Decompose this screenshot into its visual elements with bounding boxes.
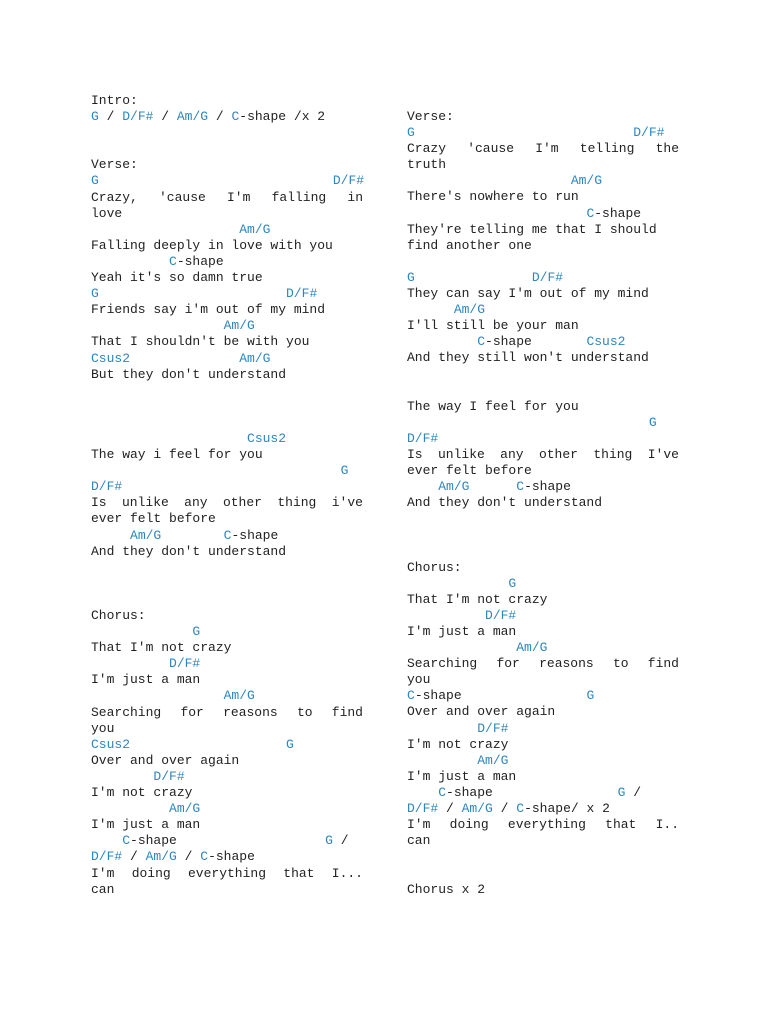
chord-line [407, 206, 679, 222]
chord-symbol: Csus2 [91, 350, 131, 366]
chord-symbol: G [508, 575, 517, 591]
lyric-line: Yeah it's so damn true [91, 270, 263, 286]
lyric-line: Over and over again [91, 752, 240, 768]
chord-separator [407, 640, 516, 655]
blank-line [407, 544, 679, 560]
chord-line [407, 302, 679, 318]
lyric-line: That I'm not crazy [91, 640, 232, 656]
chord-symbol: G [91, 173, 99, 189]
lyric-line: you [91, 720, 115, 736]
chord-line [91, 463, 363, 479]
chord-symbol: D/F# [169, 656, 201, 672]
chord-symbol: Am/G [477, 752, 509, 768]
chord-separator: / [492, 801, 517, 817]
chord-line [407, 801, 679, 817]
chord-symbol: Am/G [239, 221, 271, 237]
chord-separator [407, 206, 586, 221]
chord-separator [407, 721, 477, 736]
chord-symbol: C [223, 527, 232, 543]
chord-symbol: G [91, 286, 99, 302]
chord-symbol: G [407, 125, 415, 141]
lyric-word: everything [187, 865, 266, 881]
chord-symbol: C [407, 688, 415, 704]
chord-separator: / [625, 784, 642, 800]
lyric-word: I'm [535, 141, 559, 157]
chord-separator [407, 479, 438, 494]
chord-symbol: Am/G [453, 302, 486, 318]
lyric-word: Crazy, [91, 189, 138, 205]
lyric-word: that [283, 865, 315, 881]
chord-separator [407, 415, 649, 430]
lyric-word: 'cause [159, 189, 206, 205]
chord-symbol: D/F# [91, 849, 123, 865]
lyric-line: you [407, 672, 431, 688]
chord-separator [91, 431, 247, 446]
chord-separator [91, 801, 169, 816]
chord-separator: / [332, 833, 349, 849]
chord-symbol: G [617, 784, 626, 800]
chord-symbol: Csus2 [247, 430, 287, 446]
chord-symbol: C [516, 801, 525, 817]
chord-symbol: C [516, 479, 525, 495]
chord-separator: / [208, 109, 232, 125]
lyric-word: for [180, 704, 204, 720]
chord-line [91, 849, 363, 865]
chord-symbol: D/F# [286, 286, 318, 302]
chord-separator [91, 254, 169, 269]
lyric-word: I.. [655, 817, 679, 833]
blank-line [91, 141, 363, 157]
lyric-line: truth [407, 157, 447, 173]
lyric-word: other [538, 446, 578, 462]
lyric-line: ever felt before [91, 511, 216, 527]
lyric-word: any [500, 446, 524, 462]
lyric-line: can [407, 833, 431, 849]
lyric-word: doing [131, 865, 171, 881]
chord-symbol: Am/G [223, 318, 255, 334]
lyric-word: other [222, 495, 262, 511]
blank-line [407, 511, 679, 527]
chord-separator: -shape [524, 479, 571, 495]
chord-separator [91, 688, 224, 703]
chord-symbol: D/F# [407, 430, 439, 446]
lyric-word: the [655, 141, 679, 157]
chord-separator [407, 173, 571, 188]
chord-separator: -shape [208, 849, 255, 865]
lyric-line: I'm just a man [407, 768, 517, 784]
chord-separator: / [153, 109, 177, 125]
chord-line [407, 640, 679, 656]
lyric-line: Chorus: [91, 608, 146, 623]
lyric-word: I'm [227, 189, 251, 205]
chord-separator [91, 528, 130, 543]
lyric-word: reasons [223, 704, 278, 720]
blank-line [407, 383, 679, 399]
chord-line [91, 688, 363, 704]
blank-line [407, 849, 679, 865]
lyric-line: Chorus: [407, 559, 462, 575]
chord-separator: -shape [176, 253, 224, 269]
chord-line [407, 576, 679, 592]
chord-separator: -shape [485, 334, 587, 350]
chord-separator [407, 334, 477, 349]
chord-separator: / [98, 109, 123, 125]
chord-separator [407, 785, 438, 800]
lyric-line: Over and over again [407, 704, 556, 720]
blank-line [407, 254, 679, 270]
chord-separator [130, 351, 239, 366]
chord-symbol: D/F# [332, 173, 365, 189]
lyric-word: Is [91, 495, 107, 511]
lyric-word: for [496, 656, 520, 672]
chord-separator: -shape [594, 205, 642, 221]
lyric-line: And they don't understand [407, 495, 603, 511]
chord-symbol: G [325, 833, 333, 849]
chord-symbol: D/F# [633, 125, 665, 141]
chord-separator [407, 302, 454, 317]
chord-line [91, 431, 363, 447]
chord-line [91, 318, 363, 334]
lyric-line: I'll still be your man [407, 318, 579, 334]
chord-symbol: Am/G [223, 688, 255, 704]
lyric-line: I'm not crazy [91, 785, 193, 801]
lyric-line: love [91, 205, 123, 221]
chord-symbol: G [407, 269, 415, 285]
chord-separator: -shape/ x 2 [524, 801, 610, 817]
lyric-line: I'm not crazy [407, 736, 509, 752]
lyric-word: falling [271, 189, 327, 205]
lyric-word: to [612, 656, 629, 672]
chord-separator: / [176, 849, 201, 865]
chord-symbol: C [169, 253, 177, 269]
chord-line [91, 254, 363, 270]
chord-separator [161, 528, 223, 543]
lyric-word: Searching [91, 704, 162, 720]
chord-line [91, 222, 363, 238]
lyric-line: And they don't understand [91, 543, 287, 559]
chord-symbol: G [192, 624, 201, 640]
chord-separator [415, 125, 633, 140]
chord-separator [407, 608, 485, 623]
lyric-word: that [605, 817, 637, 833]
chord-symbol: Am/G [516, 640, 548, 656]
justified-lyric-line [91, 866, 363, 882]
lyric-line: I'm just a man [407, 624, 517, 639]
chord-separator [99, 173, 333, 188]
chord-separator [91, 318, 224, 333]
chord-symbol: Am/G [169, 801, 201, 817]
lyric-line: That I shouldn't be with you [91, 334, 310, 350]
chord-separator [407, 753, 477, 768]
chord-separator [469, 479, 516, 494]
lyric-line: find another one [407, 237, 532, 253]
lyric-word: in [347, 189, 363, 205]
chord-separator [415, 270, 532, 285]
blank-line [91, 560, 363, 576]
justified-lyric-line [91, 495, 363, 511]
chord-separator [91, 624, 192, 639]
chord-symbol: C [122, 833, 131, 849]
chord-separator [91, 463, 341, 478]
chord-line [407, 415, 679, 431]
lyric-word: I've [647, 446, 679, 462]
blank-line [91, 415, 363, 431]
chord-symbol: G [340, 463, 349, 479]
lyric-word: I... [331, 865, 363, 881]
chord-symbol: Csus2 [586, 334, 626, 350]
lyric-word: telling [579, 141, 635, 157]
chord-line [91, 833, 363, 849]
lyric-word: 'cause [467, 141, 515, 157]
chord-line [407, 431, 679, 447]
chord-symbol: Am/G [130, 527, 162, 543]
chord-line [407, 125, 679, 141]
chord-symbol: D/F# [153, 768, 185, 784]
justified-lyric-line [407, 817, 679, 833]
blank-line [91, 592, 363, 608]
lyric-line: But they don't understand [91, 366, 287, 382]
chord-line [91, 656, 363, 672]
lyric-line: Chorus x 2 [407, 881, 486, 897]
lyric-word: unlike [121, 495, 169, 511]
chord-separator: / [438, 801, 462, 817]
chord-line [91, 286, 363, 302]
chord-symbol: G [586, 688, 595, 704]
lyric-word: i've [331, 495, 363, 511]
chord-separator: -shape [414, 688, 587, 704]
lyric-line: I'm just a man [91, 817, 201, 833]
chord-line [91, 109, 363, 125]
chord-line [407, 334, 679, 350]
chord-symbol: Am/G [176, 109, 209, 125]
chord-symbol: Csus2 [91, 736, 131, 752]
lyric-word: find [331, 704, 363, 720]
blank-line [91, 125, 363, 141]
lyric-line: I'm just a man [91, 672, 201, 688]
chord-symbol: D/F# [477, 720, 509, 736]
justified-lyric-line [407, 141, 679, 157]
chord-symbol: Am/G [570, 173, 603, 189]
chord-separator [407, 576, 508, 591]
lyric-line: can [91, 881, 115, 897]
chord-symbol: G [286, 736, 294, 752]
chord-line [91, 351, 363, 367]
chord-separator [91, 833, 122, 848]
chord-line [407, 270, 679, 286]
chord-line [91, 737, 363, 753]
blank-line [91, 576, 363, 592]
chord-line [407, 785, 679, 801]
lyric-line: Friends say i'm out of my mind [91, 302, 326, 318]
blank-line [407, 865, 679, 881]
lyric-word: find [647, 656, 679, 672]
chord-symbol: Am/G [438, 479, 470, 495]
chord-separator [91, 222, 239, 237]
chord-symbol: Am/G [239, 350, 271, 366]
chord-line [407, 608, 679, 624]
chord-separator: -shape [446, 784, 618, 800]
chord-separator: -shape [231, 527, 279, 543]
lyric-word: reasons [539, 656, 594, 672]
chord-line [407, 688, 679, 704]
blank-line [91, 383, 363, 399]
chord-symbol: D/F# [485, 607, 517, 623]
chord-symbol: C [438, 784, 447, 800]
chord-symbol: C [231, 109, 240, 125]
lyric-word: thing [277, 495, 317, 511]
justified-lyric-line [407, 656, 679, 672]
chord-separator [91, 769, 153, 784]
chord-symbol: D/F# [91, 479, 123, 495]
blank-line [407, 527, 679, 543]
justified-lyric-line [407, 447, 679, 463]
lyric-line: Verse: [91, 157, 138, 173]
lyric-line: They can say I'm out of my mind [407, 286, 649, 302]
chord-line [407, 721, 679, 737]
chord-symbol: Am/G [145, 849, 177, 865]
blank-line [91, 399, 363, 415]
lyric-word: to [296, 704, 313, 720]
chord-symbol: C [200, 849, 209, 865]
justified-lyric-line [91, 705, 363, 721]
lyric-word: I'm [407, 817, 431, 833]
lyric-line: The way i feel for you [91, 447, 263, 463]
lyric-word: Searching [407, 656, 478, 672]
lyric-line: That I'm not crazy [407, 591, 548, 607]
lyric-line: Intro: [91, 93, 138, 108]
chord-line [91, 528, 363, 544]
chord-separator: -shape [130, 833, 326, 849]
chord-symbol: Am/G [461, 801, 493, 817]
chord-symbol: D/F# [531, 269, 564, 285]
chord-symbol: C [477, 334, 486, 350]
lyric-line: Verse: [407, 109, 454, 124]
chord-separator: / [122, 849, 146, 865]
lyric-line: ever felt before [407, 463, 532, 479]
lyric-word: I'm [91, 865, 115, 881]
right-column [407, 109, 679, 898]
blank-line [407, 367, 679, 383]
chord-separator [130, 737, 286, 752]
lyric-line: And they still won't understand [407, 350, 649, 366]
chord-symbol: G [91, 109, 99, 125]
chord-line [407, 753, 679, 769]
chord-line [91, 479, 363, 495]
chord-line [407, 173, 679, 189]
chord-separator: -shape /x 2 [239, 109, 326, 125]
chord-line [407, 479, 679, 495]
lyric-word: unlike [437, 446, 485, 462]
chord-line [91, 173, 363, 189]
lyric-word: thing [593, 446, 633, 462]
lyric-word: any [184, 495, 208, 511]
chord-symbol: D/F# [407, 801, 439, 817]
chord-separator [99, 286, 286, 301]
chord-symbol: G [648, 414, 657, 430]
chord-line [91, 769, 363, 785]
lyric-line: Falling deeply in love with you [91, 237, 333, 253]
lyric-line: The way I feel for you [407, 398, 579, 414]
lyric-word: everything [507, 817, 586, 833]
chord-line [91, 624, 363, 640]
justified-lyric-line [91, 190, 363, 206]
lyric-word: doing [449, 817, 489, 833]
chord-line [91, 801, 363, 817]
chord-symbol: D/F# [122, 109, 154, 125]
chord-separator [91, 656, 169, 671]
lyric-line: There's nowhere to run [407, 189, 579, 205]
lyric-word: Crazy [407, 141, 447, 157]
lyric-word: Is [407, 446, 423, 462]
left-column [91, 93, 363, 898]
lyric-line: They're telling me that I should [407, 221, 657, 237]
chord-symbol: C [586, 205, 595, 221]
